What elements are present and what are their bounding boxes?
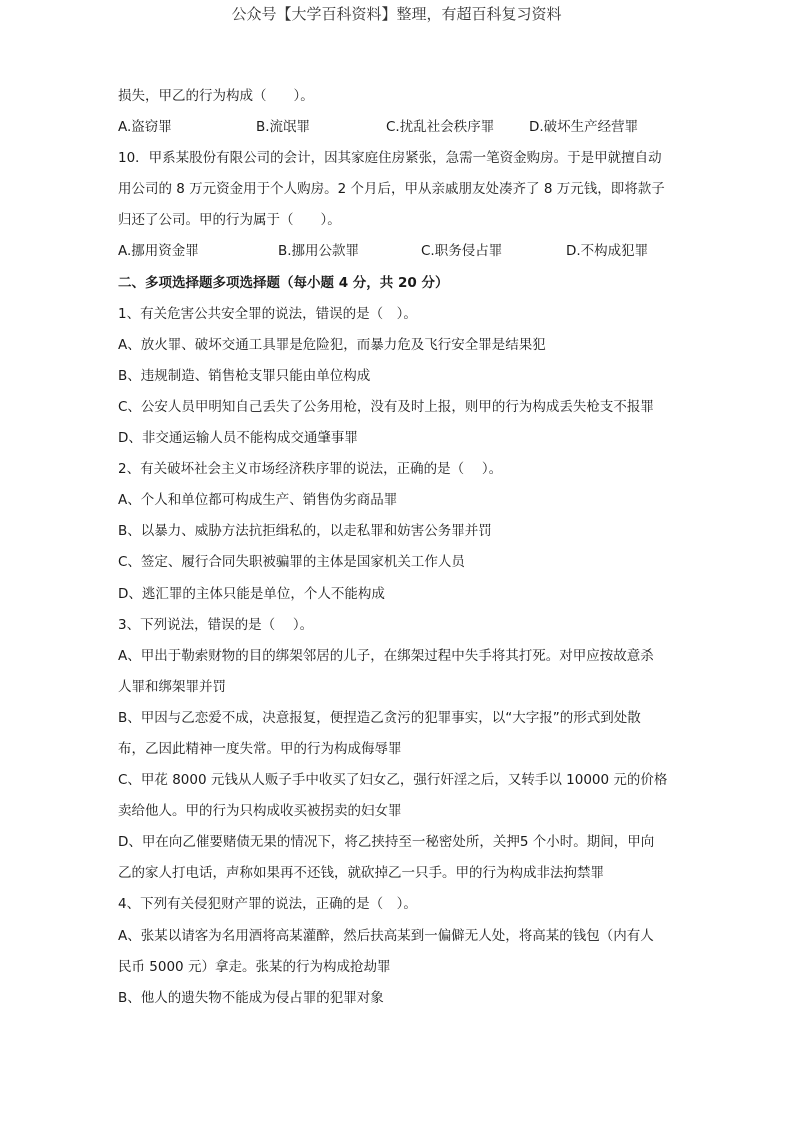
question-3-option-b-cont: 布，乙因此精神一度失常。甲的行为构成侮辱罪 [118,740,402,757]
question-2-option-d: D、逃汇罪的主体只能是单位，个人不能构成 [118,585,385,602]
question-3-option-b: B、甲因与乙恋爱不成，决意报复，便捏造乙贪污的犯罪事实，以“大字报”的形式到处散 [118,709,641,726]
option-b: B.流氓罪 [256,119,311,136]
question-10-line-2: 用公司的 8 万元资金用于个人购房。2 个月后，甲从亲戚朋友处凑齐了 8 万元钱，即将款子 [118,181,665,198]
option-a: A.挪用资金罪 [118,243,199,260]
question-1-option-b: B、违规制造、销售枪支罪只能由单位构成 [118,367,371,384]
question-1-option-d: D、非交通运输人员不能构成交通肇事罪 [118,430,358,447]
question-1-option-c: C、公安人员甲明知自己丢失了公务用枪，没有及时上报，则甲的行为构成丢失枪支不报罪 [118,398,654,415]
option-c: C.职务侵占罪 [421,243,503,260]
question-2-option-b: B、以暴力、威胁方法抗拒缉私的，以走私罪和妨害公务罪并罚 [118,523,492,540]
option-d: D.破坏生产经营罪 [529,119,639,136]
document-body [118,86,678,1019]
question-3-option-d-cont: 乙的家人打电话，声称如果再不还钱，就砍掉乙一只手。甲的行为构成非法拘禁罪 [118,865,604,882]
option-b: B.挪用公款罪 [278,243,360,260]
question-10-options [118,241,678,272]
question-3-option-c: C、甲花 8000 元钱从人贩子手中收买了妇女乙，强行奸淫之后，又转手以 10000 元的价格 [118,772,668,789]
option-a: A.盗窃罪 [118,119,172,136]
question-2-stem: 2、有关破坏社会主义市场经济秩序罪的说法，正确的是（ ）。 [118,461,503,478]
question-3-option-a-cont: 人罪和绑架罪并罚 [118,678,226,695]
question-3-stem: 3、下列说法，错误的是（ ）。 [118,616,314,633]
question-9-tail: 损失，甲乙的行为构成（ ）。 [118,88,314,104]
question-10-line-3: 归还了公司。甲的行为属于（ ）。 [118,212,341,229]
option-c: C.扰乱社会秩序罪 [386,119,495,136]
question-3-option-c-cont: 卖给他人。甲的行为只构成收买被拐卖的妇女罪 [118,803,402,820]
question-4-option-b: B、他人的遗失物不能成为侵占罪的犯罪对象 [118,989,384,1006]
question-2-option-a: A、个人和单位都可构成生产、销售伪劣商品罪 [118,492,398,509]
question-4-stem: 4、下列有关侵犯财产罪的说法，正确的是（ ）。 [118,896,417,913]
question-3-option-a: A、甲出于勒索财物的目的绑架邻居的儿子，在绑架过程中失手将其打死。对甲应按故意杀 [118,647,654,664]
section-2-title: 二、多项选择题多项选择题（每小题 4 分，共 20 分） [118,274,449,291]
question-2-option-c: C、签定、履行合同失职被骗罪的主体是国家机关工作人员 [118,554,465,571]
question-1-option-a: A、放火罪、破坏交通工具罪是危险犯，而暴力危及飞行安全罪是结果犯 [118,336,546,353]
question-1-stem: 1、有关危害公共安全罪的说法，错误的是（ ）。 [118,305,417,322]
question-3-option-d: D、甲在向乙催要赌债无果的情况下，将乙挟持至一秘密处所，关押5 个小时。期间，甲向 [118,834,655,851]
page-header: 公众号【大学百科资料】整理，有超百科复习资料 [231,5,562,23]
question-9-options [118,117,678,148]
question-4-option-a-cont: 民币 5000 元）拿走。张某的行为构成抢劫罪 [118,958,391,975]
question-10-line-1: 10．甲系某股份有限公司的会计，因其家庭住房紧张，急需一笔资金购房。于是甲就擅自动 [118,150,662,167]
question-4-option-a: A、张某以请客为名用酒将高某灌醉，然后扶高某到一偏僻无人处，将高某的钱包（内有人 [118,927,654,944]
option-d: D.不构成犯罪 [566,243,649,260]
